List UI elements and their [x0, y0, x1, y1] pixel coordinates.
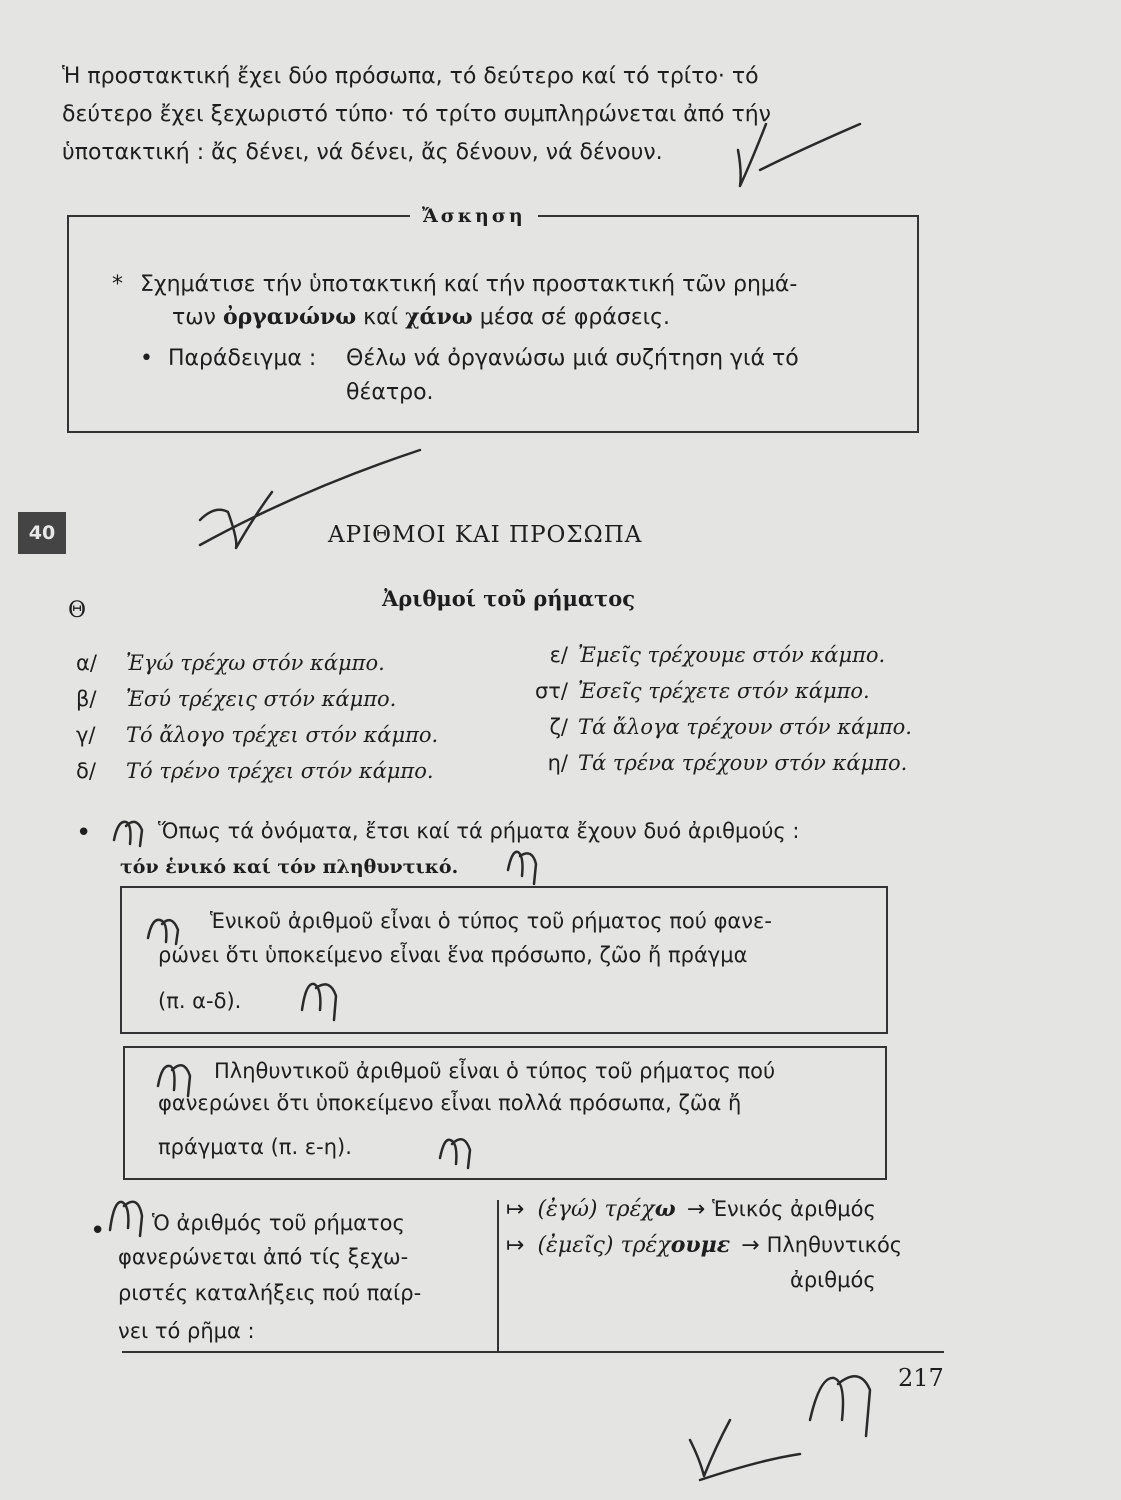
- example-sentence-h: Τά τρένα τρέχουν στόν κάμπο.: [578, 751, 908, 775]
- example-row: [76, 684, 396, 714]
- example-sentence-st: Ἐσεῖς τρέχετε στόν κάμπο.: [578, 679, 870, 703]
- example-row: [512, 712, 912, 742]
- example-label-st: στ/: [534, 679, 568, 703]
- intro-line-2: δεύτερο ἔχει ξεχωριστό τύπο· τό τρίτο συμπληρώνεται ἀπό τήν: [62, 102, 771, 127]
- example-row: [512, 640, 885, 670]
- lesson-number-badge: 40: [18, 512, 66, 554]
- example-text-1: Θέλω νά ὀργανώσω μιά συζήτηση γιά τό: [346, 346, 799, 371]
- plural-line-3: πράγματα (π. ε-η).: [158, 1135, 352, 1159]
- summary-left-line-4: νει τό ρῆμα :: [118, 1319, 255, 1343]
- example-sentence-c: Τό ἄλογο τρέχει στόν κάμπο.: [126, 723, 439, 747]
- summary-row-1: [506, 1196, 876, 1222]
- summary-bottom-rule: [122, 1351, 944, 1353]
- row1-ending: ω: [654, 1196, 676, 1222]
- example-label-h: η/: [547, 751, 568, 775]
- singular-line-3: (π. α-δ).: [158, 989, 242, 1013]
- pencil-m-icon: [810, 1376, 870, 1436]
- summary-left-line-1: Ὁ ἀριθμός τοῦ ρήματος: [152, 1211, 405, 1235]
- plural-line-1: Πληθυντικοῦ ἀριθμοῦ εἶναι ὁ τύπος τοῦ ρήματος πού: [214, 1059, 776, 1083]
- task-text-a: των: [172, 305, 216, 330]
- example-bullet: •: [140, 346, 153, 371]
- example-row: [512, 748, 907, 778]
- arrow-in-icon: ↦: [506, 1197, 525, 1222]
- example-label: Παράδειγμα :: [168, 346, 317, 371]
- pencil-check-icon: [690, 1420, 800, 1480]
- plural-line-2: φανερώνει ὅτι ὑποκείμενο εἶναι πολλά πρόσωπα, ζῶα ἤ: [158, 1091, 742, 1115]
- example-sentence-e: Ἐμεῖς τρέχουμε στόν κάμπο.: [578, 643, 886, 667]
- statement-bullet: •: [76, 818, 92, 848]
- example-label-d: δ/: [76, 759, 96, 783]
- example-sentence-d: Τό τρένο τρέχει στόν κάμπο.: [126, 759, 434, 783]
- summary-row-2: [506, 1232, 902, 1258]
- task-text-b: καί: [363, 305, 399, 330]
- row2-pronoun: (ἐμεῖς) τρέχ: [537, 1233, 671, 1258]
- verb-organono: ὀργανώνω: [222, 304, 357, 330]
- exercise-title: Ἄσκηση: [410, 205, 538, 227]
- arrow-in-icon: ↦: [506, 1233, 525, 1258]
- example-row: [76, 756, 434, 786]
- page-number: 217: [898, 1364, 944, 1392]
- arrow-icon: →: [686, 1197, 706, 1222]
- summary-left-line-2: φανερώνεται ἀπό τίς ξεχω-: [118, 1245, 409, 1269]
- summary-left-line-3: ριστές καταλήξεις πού παίρ-: [118, 1281, 422, 1305]
- pencil-m-icon: [114, 822, 142, 846]
- row2-result-1: Πληθυντικός: [766, 1233, 903, 1257]
- arrow-icon: →: [741, 1233, 760, 1258]
- section-letter: Θ: [68, 598, 87, 623]
- example-label-z: ζ/: [549, 715, 568, 739]
- example-label-e: ε/: [549, 643, 568, 667]
- statement-line-2: τόν ἑνικό καί τόν πληθυντικό.: [120, 856, 459, 878]
- exercise-task-line-1: Σχημάτισε τήν ὑποτακτική καί τήν προστακτική τῶν ρημά-: [140, 272, 798, 297]
- pencil-m-icon: [110, 1202, 142, 1236]
- example-label-c: γ/: [76, 723, 96, 747]
- example-sentence-a: Ἐγώ τρέχω στόν κάμπο.: [126, 651, 385, 675]
- statement-line-1: Ὅπως τά ὀνόματα, ἔτσι καί τά ρήματα ἔχουν δυό ἀριθμούς :: [158, 819, 800, 843]
- example-sentence-z: Τά ἄλογα τρέχουν στόν κάμπο.: [578, 715, 912, 739]
- verb-chano: χάνω: [405, 304, 473, 330]
- row2-ending: ουμε: [670, 1232, 731, 1258]
- lesson-heading: ΑΡΙΘΜΟΙ ΚΑΙ ΠΡΟΣΩΠΑ: [328, 522, 643, 548]
- example-label-b: β/: [76, 687, 97, 711]
- example-row: [76, 720, 438, 750]
- example-sentence-b: Ἐσύ τρέχεις στόν κάμπο.: [126, 687, 397, 711]
- exercise-bullet: *: [112, 272, 123, 297]
- summary-bullet: •: [90, 1216, 106, 1246]
- pencil-check-icon: [738, 124, 860, 186]
- intro-line-1: Ἡ προστακτική ἔχει δύο πρόσωπα, τό δεύτερο καί τό τρίτο· τό: [62, 64, 759, 89]
- intro-line-3: ὑποτακτική : ἄς δένει, νά δένει, ἄς δένουν, νά δένουν.: [62, 140, 663, 165]
- singular-line-2: ρώνει ὅτι ὑποκείμενο εἶναι ἕνα πρόσωπο, ζῶο ἤ πράγμα: [158, 943, 748, 967]
- summary-divider: [497, 1200, 499, 1352]
- example-row: [512, 676, 870, 706]
- row1-pronoun: (ἐγώ) τρέχ: [537, 1197, 655, 1222]
- example-label-a: α/: [76, 651, 97, 675]
- example-text-2: θέατρο.: [346, 380, 434, 405]
- example-row: [76, 648, 385, 678]
- singular-line-1: Ἑνικοῦ ἀριθμοῦ εἶναι ὁ τύπος τοῦ ρήματος πού φανε-: [210, 909, 772, 933]
- row2-result-2: ἀριθμός: [790, 1268, 876, 1292]
- row1-result: Ἑνικός ἀριθμός: [712, 1197, 876, 1221]
- exercise-task-line-2: [172, 300, 670, 335]
- task-text-c: μέσα σέ φράσεις.: [479, 305, 671, 330]
- pencil-m-icon: [508, 852, 536, 884]
- subheading: Ἀριθμοί τοῦ ρήματος: [382, 586, 635, 611]
